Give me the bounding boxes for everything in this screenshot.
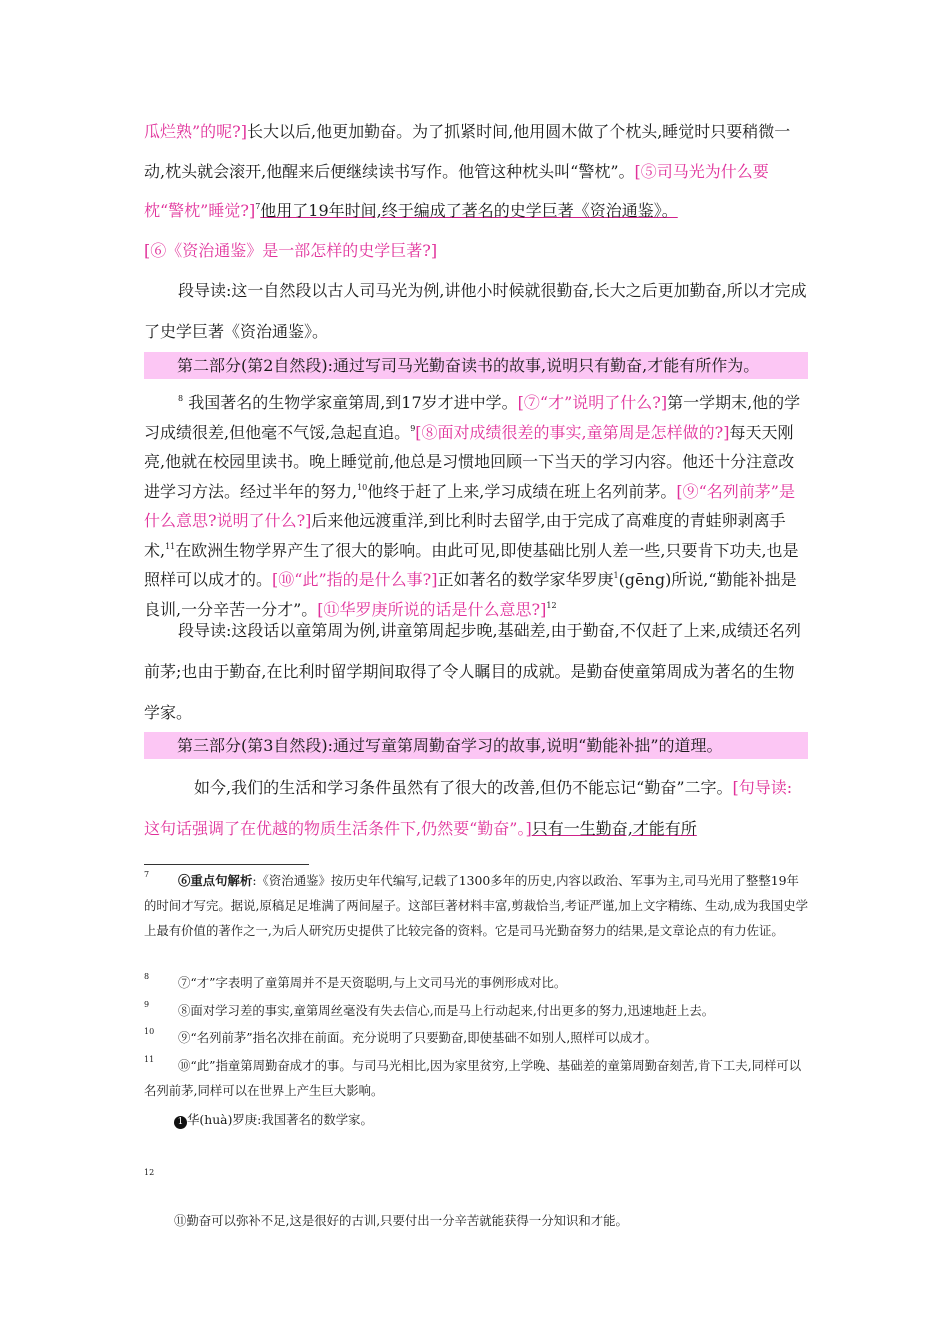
- question-5: [⑤司马光为什么要枕“警枕”睡觉?]: [144, 161, 769, 220]
- body-text: 长大以后,他更加勤奋。为了抓紧时间,他用圆木做了个枕头,睡觉时只要稍微一动,枕头就会滚开,他醒来后便继续读书写作。他管这种枕头叫“警枕”。: [144, 122, 791, 181]
- footnote-ref-12[interactable]: 12: [546, 600, 557, 610]
- footnote-ref-11[interactable]: 11: [165, 541, 176, 551]
- paragraph-guide-2: 段导读:这段话以童第周为例,讲童第周起步晚,基础差,由于勤奋,不仅赶了上来,成绩还名列前茅;也由于勤奋,在比利时留学期间取得了令人瞩目的成就。是勤奋使童第周成为著名的生物学家。: [144, 621, 801, 722]
- question-11: [⑪华罗庚所说的话是什么意思?]: [317, 599, 547, 619]
- footnote-ref-9[interactable]: 9: [410, 423, 416, 433]
- question-6: [⑥《资治通鉴》是一部怎样的史学巨著?]: [144, 240, 438, 260]
- footnote-ref-7[interactable]: 7: [255, 202, 261, 211]
- footnote-7: 7 ⑥重点句解析:《资治通鉴》按历史年代编写,记载了1300多年的历史,内容以政治、军事为主,司马光用了整整19年的时间才写完。据说,原稿足足堆满了两间屋子。这部巨著材料丰富,剪裁恰当,考证严谨,加上文字精练、生动,成为我国史学上最有价值的著作之一,为后人研究历史提供了比较完备的资料。它是司马光勤奋努力的结果,是文章论点的有力佐证。: [144, 870, 809, 938]
- paragraph-3: 如今,我们的生活和学习条件虽然有了很大的改善,但仍不能忘记“勤奋”二字。[句导读:这句话强调了在优越的物质生活条件下,仍然要“勤奋”。]只有一生勤奋,才能有所: [144, 778, 793, 838]
- footnote-11: 11 ⑩“此”指童第周勤奋成才的事。与司马光相比,因为家里贫穷,上学晚、基础差的童第周勤奋刻苦,肯下工夫,同样可以名列前茅,同样可以在世界上产生巨大影响。: [144, 1055, 802, 1098]
- paragraph-1: [144, 112, 808, 270]
- section-bar-2: 第二部分(第2自然段):通过写司马光勤奋读书的故事,说明只有勤奋,才能有所作为。: [144, 352, 808, 379]
- key-sentence: 他用了19年时间,终于编成了著名的史学巨著《资治通鉴》。: [260, 201, 678, 220]
- footnote-ref-10[interactable]: 10: [357, 482, 368, 492]
- footnote-bullet: 1 华(huà)罗庚:我国著名的数学家。: [144, 1107, 808, 1132]
- question-7: [⑦“才”说明了什么?]: [517, 393, 668, 412]
- document-page: 瓜烂熟”的呢?]长大以后,他更加勤奋。为了抓紧时间,他用圆木做了个枕头,睡觉时只要稍微一动,枕头就会滚开,他醒来后便继续读书写作。他管这种枕头叫“警枕”。[⑤司马光为什么要枕“警枕”睡觉?]$^7$他用了19年时间,终于编成了著名的史学巨著《资治通鉴》。 [⑥《资治通鉴》是一部怎样的史学巨著?] 段导读:这一自然段以古人司马光为例,讲他小时候就很勤奋,长大之后更加勤奋,所以才完成了史学巨著《资治通鉴》。 第二部分(第2自然段):通过写司马光勤奋读书的故事,说明只有勤奋,才能有所作为。 $^8$ 我国著名的生物学家童第周,到17岁才进中学。[⑦“才”说明了什么?]第一学期末,他的学习成绩很差,但他毫不气馁,急起直追。$^9$[⑧面对成绩很差的事实,童第周是怎样做的?]每天天刚亮,他就在校园里读书。晚上睡觉前,他总是习惯地回顾一下当天的学习内容。他还十分注意改进学习方法。经过半年的努力,$^{10}$他终于赶了上来,学习成绩在班上名列前茅。[⑨“名列前茅”是什么意思?说明了什么?]后来他远渡重洋,到比利时去留学,由于完成了高难度的青蛙卵剥离手术,$^{11}$在欧洲生物学界产生了很大的影响。由此可见,即使基础比别人差一些,只要肯下功夫,也是照样可以成才的。[⑩“此”指的是什么事?]正如著名的数学家华罗庚$^1$(gēng)所说,“勤能补拙是良训,一分辛苦一分才”。[⑪华罗庚所说的话是什么意思?]$^{12}$ 段导读:这段话以童第周为例,讲童第周起步晚,基础差,由于勤奋,不仅赶了上来,成绩还名列前茅;也由于勤奋,在比利时留学期间取得了令人瞩目的成就。是勤奋使童第周成为著名的生物学家。 第三部分(第3自然段):通过写童第周勤奋学习的故事,说明“勤能补拙”的道理。 如今,我们的生活和学习条件虽然有了很大的改善,但仍不能忘记“勤奋”二字。[句导读:这句话强调了在优越的物质生活条件下,仍然要“勤奋”。]只有一生勤奋,才能有所 7 ⑥重点句解析:《资治通鉴》按历史年代编写,记载了1300多年的历史,内容以政治、军事为主,司马光用了整整19年的时间才写完。据说,原稿足足堆满了两间屋子。这部巨著材料丰富,剪裁恰当,考证严谨,加上文字精练、生动,成为我国史学上最有价值的著作之一,为后人研究历史提供了比较完备的资料。它是司马光勤奋努力的结果,是文章论点的有力佐证。 8 ⑦“才”字表明了童第周并不是天资聪明,与上文司马光的事例形成对比。 9 ⑧面对学习差的事实,童第周丝毫没有失去信心,而是马上行动起来,付出更多的努力,迅速地赶上去。 10 ⑨“名列前茅”指名次排在前面。充分说明了只要勤奋,即使基础不如别人,照样可以成才。 11 ⑩“此”指童第周勤奋成才的事。与司马光相比,因为家里贫穷,上学晚、基础差的童第周勤奋刻苦,肯下工夫,同样可以名列前茅,同样可以在世界上产生巨大影响。 1 华(huà)罗庚:我国著名的数学家。 12 ⑪勤奋可以弥补不足,这是很好的古训,只要付出一分辛苦就能获得一分知识和才能。: [0, 0, 950, 1344]
- paragraph-guide-1: 段导读:这一自然段以古人司马光为例,讲他小时候就很勤奋,长大之后更加勤奋,所以才完成了史学巨著《资治通鉴》。: [144, 281, 807, 341]
- footnote-divider: [144, 864, 309, 865]
- sentence-guide: [句导读:这句话强调了在优越的物质生活条件下,仍然要“勤奋”。]: [144, 778, 793, 838]
- question-8: [⑧面对成绩很差的事实,童第周是怎样做的?]: [415, 422, 730, 442]
- footnote-9: 9 ⑧面对学习差的事实,童第周丝毫没有失去信心,而是马上行动起来,付出更多的努力,迅速地赶上去。: [144, 1000, 715, 1018]
- question-10: [⑩“此”指的是什么事?]: [272, 570, 438, 589]
- bullet-icon: 1: [174, 1116, 187, 1129]
- question-tail: 瓜烂熟”的呢?]: [144, 122, 248, 141]
- section-bar-3: 第三部分(第3自然段):通过写童第周勤奋学习的故事,说明“勤能补拙”的道理。: [144, 732, 808, 759]
- question-9: [⑨“名列前茅”是什么意思?说明了什么?]: [144, 481, 795, 530]
- footnote-ref-8[interactable]: 8: [178, 394, 184, 403]
- paragraph-2: $^8$ 我国著名的生物学家童第周,到17岁才进中学。[⑦“才”说明了什么?]第一学期末,他的学习成绩很差,但他毫不气馁,急起直追。$^9$[⑧面对成绩很差的事实,童第周是怎样做的?]每天天刚亮,他就在校园里读书。晚上睡觉前,他总是习惯地回顾一下当天的学习内容。他还十分注意改进学习方法。经过半年的努力,$^{10}$他终于赶了上来,学习成绩在班上名列前茅。[⑨“名列前茅”是什么意思?说明了什么?]后来他远渡重洋,到比利时去留学,由于完成了高难度的青蛙卵剥离手术,$^{11}$在欧洲生物学界产生了很大的影响。由此可见,即使基础比别人差一些,只要肯下功夫,也是照样可以成才的。[⑩“此”指的是什么事?]正如著名的数学家华罗庚$^1$(gēng)所说,“勤能补拙是良训,一分辛苦一分才”。[⑪华罗庚所说的话是什么意思?]$^{12}$: [144, 393, 801, 619]
- footnote-ref-bullet[interactable]: 1: [613, 571, 619, 580]
- footnote-8: 8 ⑦“才”字表明了童第周并不是天资聪明,与上文司马光的事例形成对比。: [144, 972, 567, 990]
- footnote-10: 10 ⑨“名列前茅”指名次排在前面。充分说明了只要勤奋,即使基础不如别人,照样可以成才。: [144, 1027, 657, 1045]
- footnote-12: ⑪勤奋可以弥补不足,这是很好的古训,只要付出一分辛苦就能获得一分知识和才能。: [174, 1213, 628, 1228]
- key-sentence-2: 只有一生勤奋,才能有所: [531, 819, 697, 838]
